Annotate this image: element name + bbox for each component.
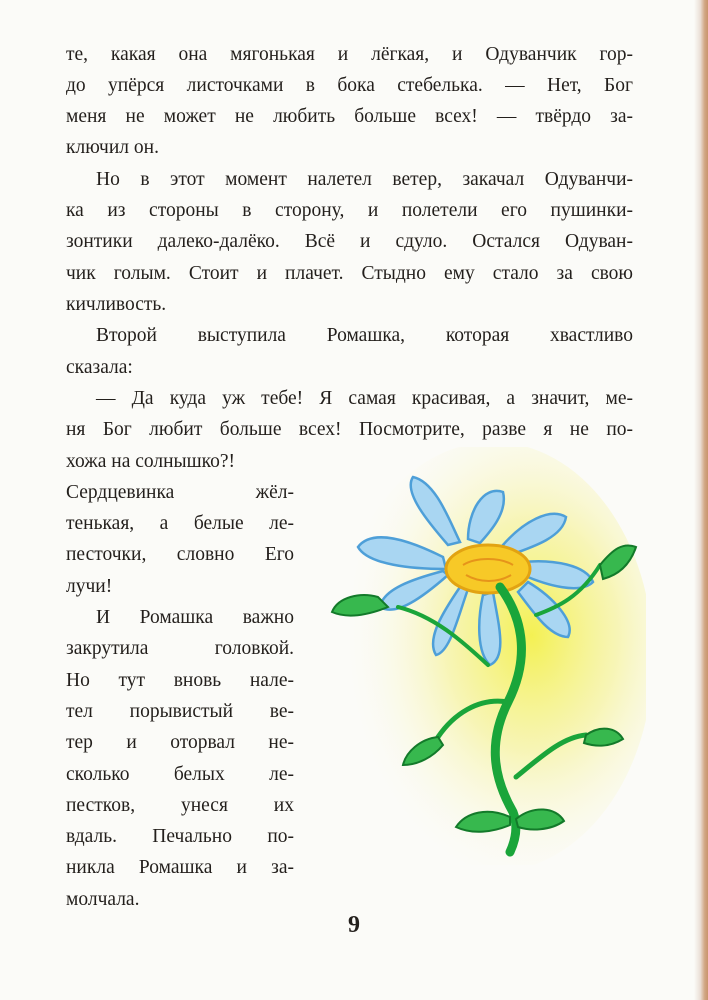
flower-center (446, 545, 530, 593)
text-line: те, какая она мягонькая и лёгкая, и Одуванчик гор- (66, 44, 633, 65)
page-edge-shadow (694, 0, 708, 1000)
text-line: кичливость. (66, 294, 167, 315)
text-line: сколько белых ле- (66, 764, 294, 785)
text-line: меня не может не любить больше всех! — твёрдо за- (66, 106, 633, 127)
text-line: зонтики далеко-далёко. Всё и сдуло. Остался Одуван- (66, 231, 633, 252)
text-line: лучи! (66, 576, 113, 597)
text-line: тенькая, а белые ле- (66, 513, 294, 534)
text-line: ка из стороны в сторону, и полетели его пушинки- (66, 200, 633, 221)
text-line: ня Бог любит больше всех! Посмотрите, разве я не по- (66, 419, 633, 440)
text-line: песточки, словно Его (66, 544, 294, 565)
text-line: Но тут вновь нале- (66, 670, 294, 691)
text-line: никла Ромашка и за- (66, 857, 294, 878)
text-line: молчала. (66, 889, 140, 910)
text-line: вдаль. Печально по- (66, 826, 294, 847)
text-line: Сердцевинка жёл- (66, 482, 294, 503)
text-line: тер и оторвал не- (66, 732, 294, 753)
text-line: сказала: (66, 357, 133, 378)
text-line: чик голым. Стоит и плачет. Стыдно ему стало за свою (66, 263, 633, 284)
chamomile-illustration (318, 447, 646, 865)
page-number: 9 (348, 912, 360, 938)
text-line: хожа на солнышко?! (66, 451, 236, 472)
text-line: закрутила головкой. (66, 638, 294, 659)
text-line: до упёрся листочками в бока стебелька. — Нет, Бог (66, 75, 633, 96)
text-line: тел порывистый ве- (66, 701, 294, 722)
text-line: Второй выступила Ромашка, которая хвастливо (96, 325, 633, 346)
text-line: И Ромашка важно (96, 607, 294, 628)
text-line: — Да куда уж тебе! Я самая красивая, а значит, ме- (96, 388, 633, 409)
text-line: пестков, унеся их (66, 795, 294, 816)
text-line: ключил он. (66, 137, 159, 158)
text-line: Но в этот момент налетел ветер, закачал Одуванчи- (96, 169, 633, 190)
